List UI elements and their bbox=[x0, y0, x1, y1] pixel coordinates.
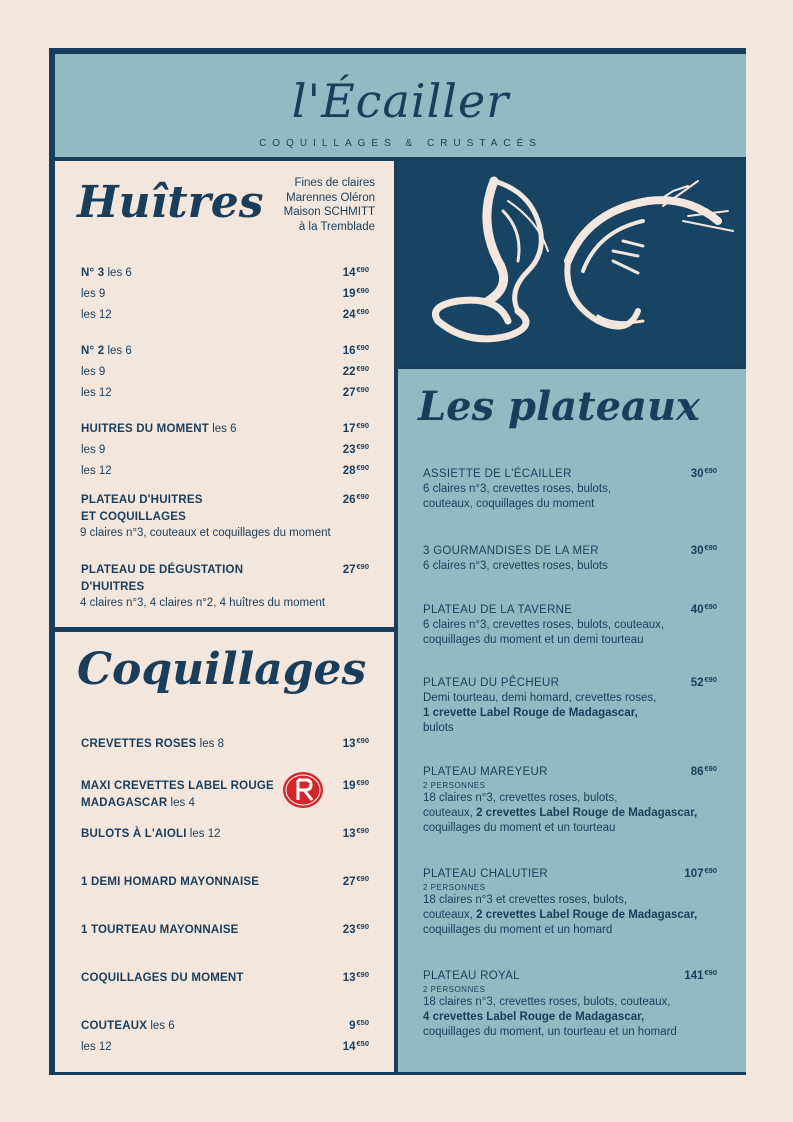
item-qty: les 4 bbox=[170, 797, 195, 809]
plateau-desc: couteaux, 2 crevettes Label Rouge de Madagascar, bbox=[423, 909, 698, 921]
menu-header bbox=[55, 54, 746, 157]
item-price: $9^{€50}$ bbox=[349, 1018, 369, 1032]
plateau-price: $52^{€90}$ bbox=[690, 675, 717, 689]
plateaux-title: Les plateaux bbox=[418, 383, 700, 430]
huitres-section bbox=[55, 161, 394, 627]
coquillages-title: Coquillages bbox=[77, 644, 367, 695]
plateau-name: PLATEAU CHALUTIER bbox=[423, 868, 549, 880]
plateau-price: $40^{€90}$ bbox=[690, 602, 717, 616]
plateau-chalutier bbox=[423, 863, 717, 938]
item-price: $13^{€90}$ bbox=[342, 736, 369, 750]
item-price: $13^{€90}$ bbox=[342, 970, 369, 984]
item-qty: les 12 bbox=[81, 387, 112, 399]
menu-item-tourteau bbox=[81, 918, 369, 939]
plateau-desc: coquillages du moment et un tourteau bbox=[423, 822, 616, 834]
shell-shrimp-illustration bbox=[398, 161, 746, 366]
menu-item-n3 bbox=[81, 261, 369, 324]
item-qty: les 9 bbox=[81, 444, 106, 456]
plateau-desc: coquillages du moment et un demi tourteau bbox=[423, 634, 644, 646]
origin-line: Fines de claires bbox=[294, 177, 375, 189]
item-qty: les 8 bbox=[199, 738, 224, 750]
item-price: $19^{€90}$ bbox=[342, 286, 369, 300]
menu-item-plateau-huitres bbox=[81, 488, 369, 541]
plateau-name: PLATEAU DE LA TAVERNE bbox=[423, 604, 573, 616]
item-description: 4 claires n°3, 4 claires n°2, 4 huîtres du moment bbox=[80, 597, 326, 609]
item-name: N° 2 bbox=[81, 345, 105, 357]
decorative-monogram-panel bbox=[398, 161, 746, 366]
item-price: $28^{€90}$ bbox=[342, 463, 369, 477]
item-name: N° 3 bbox=[81, 267, 105, 279]
item-qty: les 9 bbox=[81, 366, 106, 378]
origin-line: Marennes Oléron bbox=[286, 191, 375, 204]
plateau-desc-highlight: 1 crevette Label Rouge de Madagascar, bbox=[423, 707, 638, 719]
plateau-desc: couteaux, coquillages du moment bbox=[423, 498, 595, 510]
plateau-desc: bulots bbox=[423, 722, 454, 734]
plateau-name: 3 GOURMANDISES DE LA MER bbox=[423, 545, 599, 557]
item-qty: les 12 bbox=[81, 309, 112, 321]
brand-tagline: COQUILLAGES & CRUSTACÉS bbox=[259, 138, 542, 149]
item-price: $19^{€90}$ bbox=[342, 778, 369, 792]
item-price: $14^{€50}$ bbox=[342, 1039, 369, 1053]
plateau-price: $30^{€90}$ bbox=[690, 543, 717, 557]
huitres-title: Huîtres bbox=[77, 177, 264, 228]
plateau-name: PLATEAU MAREYEUR bbox=[423, 766, 548, 778]
menu-item-huitres-moment bbox=[81, 417, 369, 480]
origin-line: à la Tremblade bbox=[298, 220, 375, 233]
item-name-line2: ET COQUILLAGES bbox=[81, 511, 187, 523]
plateau-taverne bbox=[423, 599, 717, 648]
item-name: 1 DEMI HOMARD MAYONNAISE bbox=[81, 876, 260, 888]
plateau-persons: 2 PERSONNES bbox=[423, 985, 486, 994]
coquillages-section bbox=[55, 632, 394, 1072]
plateau-desc-highlight: 4 crevettes Label Rouge de Madagascar, bbox=[423, 1011, 645, 1023]
plateau-desc: Demi tourteau, demi homard, crevettes roses, bbox=[423, 692, 657, 704]
plateau-desc: 18 claires n°3, crevettes roses, bulots, couteaux, bbox=[423, 996, 671, 1008]
plateau-persons: 2 PERSONNES bbox=[423, 781, 486, 790]
item-name: HUITRES DU MOMENT bbox=[81, 423, 209, 435]
plateau-price: $30^{€90}$ bbox=[690, 466, 717, 480]
item-qty: les 6 bbox=[107, 345, 132, 357]
plateau-gourmandises bbox=[423, 540, 717, 574]
item-price: $27^{€90}$ bbox=[342, 874, 369, 888]
plateau-pecheur bbox=[423, 672, 717, 736]
item-name-line2: MADAGASCAR bbox=[81, 797, 168, 809]
label-rouge-logo bbox=[281, 770, 325, 810]
item-price: $26^{€90}$ bbox=[342, 492, 369, 506]
menu-item-bulots bbox=[81, 822, 369, 843]
menu-item-crevettes-roses bbox=[81, 732, 369, 753]
item-description: 9 claires n°3, couteaux et coquillages du moment bbox=[80, 527, 331, 539]
plateau-assiette-ecailler bbox=[423, 463, 717, 512]
item-price: $27^{€90}$ bbox=[342, 385, 369, 399]
plateau-name: PLATEAU DU PÊCHEUR bbox=[423, 677, 560, 689]
item-name: BULOTS À L'AIOLI bbox=[81, 828, 187, 840]
item-price: $24^{€90}$ bbox=[342, 307, 369, 321]
item-name: 1 TOURTEAU MAYONNAISE bbox=[81, 924, 239, 936]
item-price: $23^{€90}$ bbox=[342, 442, 369, 456]
plateau-desc: coquillages du moment, un tourteau et un homard bbox=[423, 1026, 677, 1038]
plateau-price: $107^{€90}$ bbox=[684, 866, 717, 880]
plateau-price: $86^{€90}$ bbox=[690, 764, 717, 778]
item-qty: les 12 bbox=[189, 828, 221, 840]
item-qty: les 12 bbox=[81, 1041, 112, 1053]
huitres-origin bbox=[284, 176, 375, 234]
item-qty: les 6 bbox=[212, 423, 237, 435]
item-price: $16^{€90}$ bbox=[342, 343, 369, 357]
plateau-persons: 2 PERSONNES bbox=[423, 883, 486, 892]
item-qty: les 6 bbox=[150, 1020, 175, 1032]
brand-name: l'Écailler bbox=[291, 74, 510, 128]
item-name-line2: D'HUITRES bbox=[81, 581, 145, 593]
plateau-name: PLATEAU ROYAL bbox=[423, 970, 520, 982]
plateau-desc: 6 claires n°3, crevettes roses, bulots, couteaux, bbox=[423, 619, 665, 631]
plateau-desc: couteaux, 2 crevettes Label Rouge de Madagascar, bbox=[423, 807, 698, 819]
item-price: $13^{€90}$ bbox=[342, 826, 369, 840]
item-price: $17^{€90}$ bbox=[342, 421, 369, 435]
item-qty: les 9 bbox=[81, 288, 106, 300]
item-price: $23^{€90}$ bbox=[342, 922, 369, 936]
plateau-desc: 6 claires n°3, crevettes roses, bulots, bbox=[423, 483, 612, 495]
item-qty: les 6 bbox=[107, 267, 132, 279]
menu-item-demi-homard bbox=[81, 870, 369, 891]
item-price: $14^{€90}$ bbox=[342, 265, 369, 279]
item-price: $22^{€90}$ bbox=[342, 364, 369, 378]
plateau-desc: 18 claires n°3 et crevettes roses, bulots, bbox=[423, 894, 628, 906]
item-name: COUTEAUX bbox=[81, 1020, 148, 1032]
plateaux-section bbox=[398, 369, 746, 1072]
menu-item-coquillages-moment bbox=[81, 966, 369, 987]
item-name: PLATEAU DE DÉGUSTATION bbox=[81, 564, 244, 576]
menu-item-couteaux bbox=[81, 1014, 369, 1056]
item-name: MAXI CREVETTES LABEL ROUGE bbox=[81, 780, 274, 792]
menu-item-n2 bbox=[81, 339, 369, 402]
origin-line: Maison SCHMITT bbox=[283, 206, 375, 218]
menu-item-plateau-degustation bbox=[81, 558, 369, 611]
item-name: CREVETTES ROSES bbox=[81, 738, 197, 750]
plateau-desc: coquillages du moment et un homard bbox=[423, 924, 613, 936]
item-name: PLATEAU D'HUITRES bbox=[81, 494, 203, 506]
item-name: COQUILLAGES DU MOMENT bbox=[81, 972, 244, 984]
item-price: $27^{€90}$ bbox=[342, 562, 369, 576]
plateau-price: $141^{€90}$ bbox=[684, 968, 717, 982]
plateau-name: ASSIETTE DE L'ÉCAILLER bbox=[423, 468, 572, 480]
plateau-desc: 18 claires n°3, crevettes roses, bulots, bbox=[423, 792, 618, 804]
menu-item-maxi-crevettes bbox=[81, 774, 369, 812]
item-qty: les 12 bbox=[81, 465, 112, 477]
plateau-desc: 6 claires n°3, crevettes roses, bulots bbox=[423, 560, 608, 572]
plateau-royal bbox=[423, 965, 717, 1040]
menu-frame bbox=[49, 48, 746, 1075]
plateau-mareyeur bbox=[423, 761, 717, 836]
